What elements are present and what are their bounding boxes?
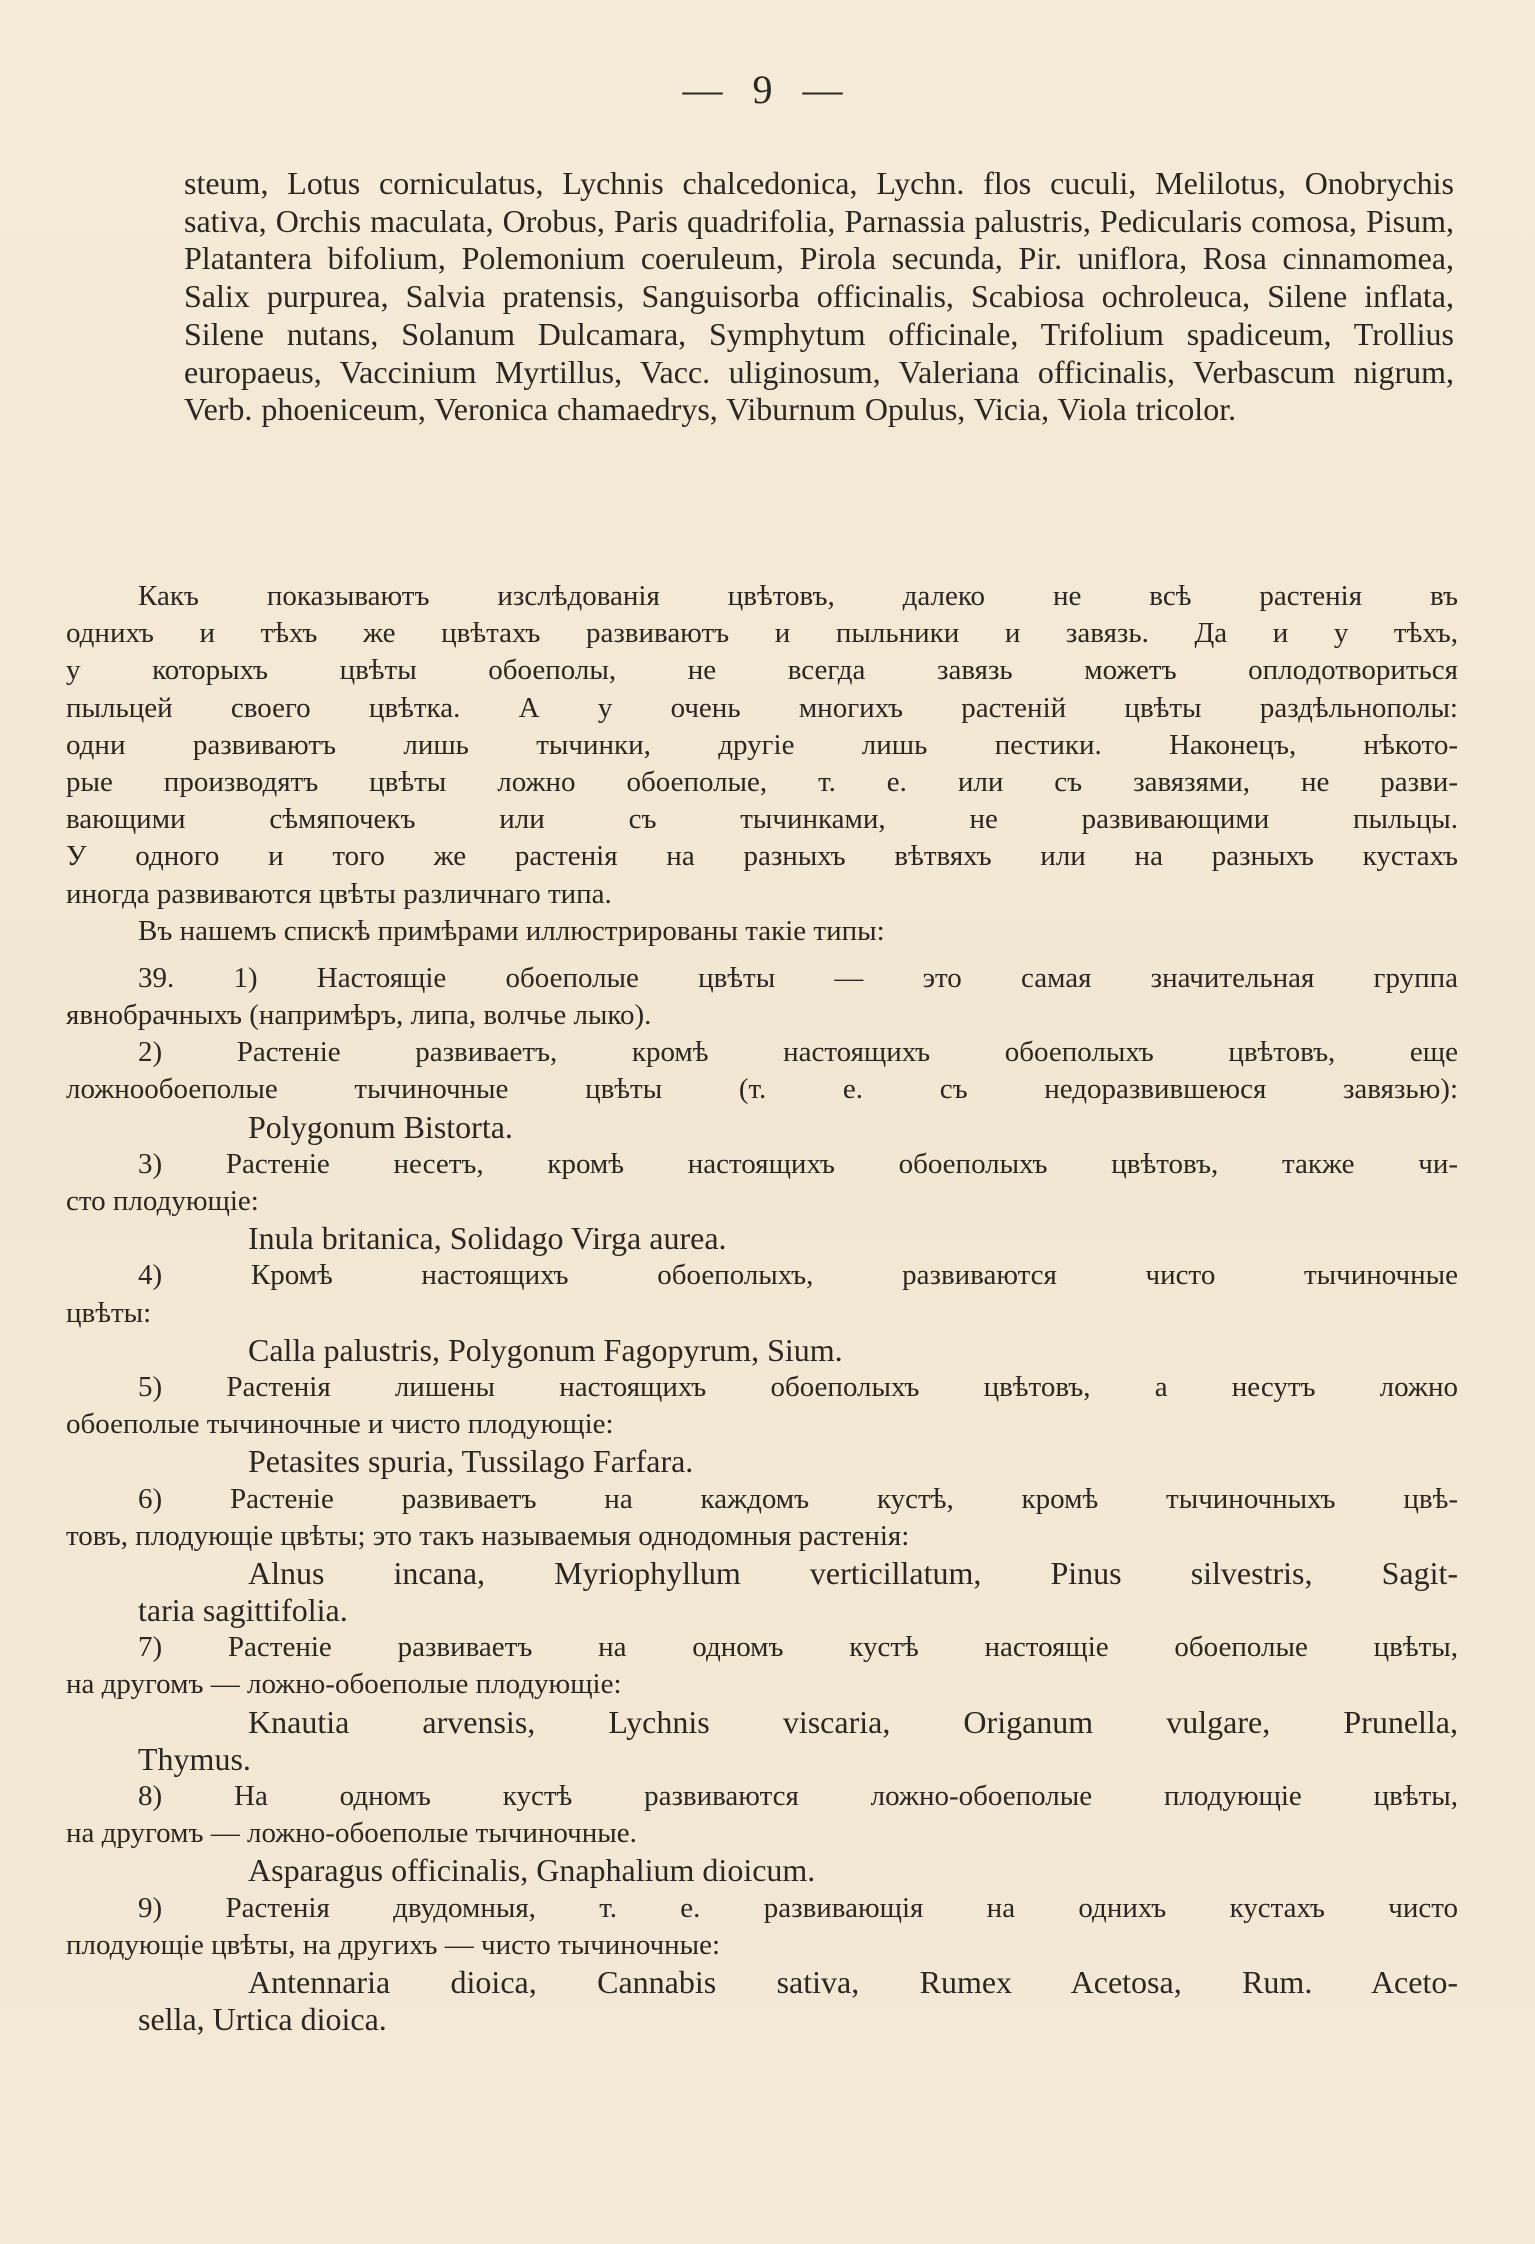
text-line: пыльцей своего цвѣтка. А у очень многихъ растеній цвѣты раздѣльнополы: — [66, 691, 1458, 724]
text-line: плодующіе цвѣты, на другихъ — чисто тычиночные: — [66, 1928, 721, 1961]
text-line: иногда развиваются цвѣты различнаго типа. — [66, 877, 612, 910]
text-line: Alnus incana, Myriophyllum verticillatum, Pinus silvestris, Sagit- — [248, 1554, 1458, 1591]
text-line: 2) Растеніе развиваетъ, кромѣ настоящихъ обоеполыхъ цвѣтовъ, еще — [138, 1036, 1458, 1069]
text-line: У одного и того же растенія на разныхъ вѣтвяхъ или на разныхъ кустахъ — [66, 840, 1458, 873]
text-line: вающими сѣмяпочекъ или съ тычинками, не развивающими пыльцы. — [66, 803, 1458, 836]
text-line: Polygonum Bistorta. — [248, 1108, 513, 1145]
text-line: на другомъ — ложно-обоеполые плодующіе: — [66, 1668, 622, 1701]
text-line: 6) Растеніе развиваетъ на каждомъ кустѣ, кромѣ тычиночныхъ цвѣ- — [138, 1482, 1458, 1515]
text-line: Въ нашемъ спискѣ примѣрами иллюстрированы такіе типы: — [138, 914, 885, 947]
text-line: одни развиваютъ лишь тычинки, другіе лишь пестики. Наконецъ, нѣкото- — [66, 728, 1458, 761]
text-line: Inula britanica, Solidago Virga aurea. — [248, 1220, 727, 1257]
text-line: Petasites spuria, Tussilago Farfara. — [248, 1443, 694, 1480]
text-line: товъ, плодующіе цвѣты; это такъ называемыя однодомныя растенія: — [66, 1519, 910, 1552]
text-line: sella, Urtica dioica. — [138, 2001, 387, 2038]
main-text-block — [66, 578, 1458, 2038]
text-line: Calla palustris, Polygonum Fagopyrum, Sium. — [248, 1331, 843, 1368]
text-line: Asparagus officinalis, Gnaphalium dioicum. — [248, 1852, 816, 1889]
text-line: сто плодующіе: — [66, 1185, 259, 1217]
text-line: явнобрачныхъ (напримѣръ, липа, волчье лыко). — [66, 999, 652, 1032]
text-line: цвѣты: — [66, 1296, 152, 1329]
text-line: Knautia arvensis, Lychnis viscaria, Origanum vulgare, Prunella, — [248, 1703, 1458, 1740]
text-line: 39. 1) Настоящіе обоеполые цвѣты — это самая значительная группа — [138, 961, 1458, 994]
text-line: ложнообоеполые тычиночные цвѣты (т. е. съ недоразвившеюся завязью): — [66, 1073, 1458, 1106]
page-number: — 9 — — [682, 67, 853, 112]
text-line: обоеполые тычиночные и чисто плодующіе: — [66, 1408, 614, 1441]
text-line: на другомъ — ложно-обоеполые тычиночные. — [66, 1817, 637, 1850]
spacer — [66, 950, 1458, 960]
text-line: 8) На одномъ кустѣ развиваются ложно-обоеполые плодующіе цвѣты, — [138, 1780, 1458, 1812]
text-line: однихъ и тѣхъ же цвѣтахъ развиваютъ и пыльники и завязь. Да и у тѣхъ, — [66, 617, 1458, 650]
text-line: у которыхъ цвѣты обоеполы, не всегда завязь можетъ оплодотвориться — [66, 654, 1458, 687]
text-line: 7) Растеніе развиваетъ на одномъ кустѣ настоящіе обоеполые цвѣты, — [138, 1631, 1458, 1664]
text-line: 5) Растенія лишены настоящихъ обоеполыхъ цвѣтовъ, а несутъ ложно — [138, 1370, 1458, 1403]
text-line: 4) Кромѣ настоящихъ обоеполыхъ, развиваются чисто тычиночные — [138, 1259, 1458, 1292]
text-line: 9) Растенія двудомныя, т. е. развивающія на однихъ кустахъ чисто — [138, 1891, 1458, 1924]
text-line: Thymus. — [138, 1740, 251, 1777]
text-line: Antennaria dioica, Cannabis sativa, Rumex Acetosa, Rum. Aceto- — [248, 1963, 1458, 2000]
text-line: taria sagittifolia. — [138, 1592, 348, 1629]
text-line: Какъ показываютъ изслѣдованія цвѣтовъ, далеко не всѣ растенія въ — [138, 580, 1458, 612]
text-line: рые производятъ цвѣты ложно обоеполые, т. е. или съ завязями, не разви- — [66, 765, 1458, 798]
latin-species-paragraph: steum, Lotus corniculatus, Lychnis chalcedonica, Lychn. flos cuculi, Melilotus, Onobrychis sativa, Orchis maculata, Orobus, Paris quadrifolia, Parnassia palustris, Pedicularis comosa, Pisum, Platantera bifolium, Polemonium coeruleum, Pirola secunda, Pir. uniflora, Rosa cinnamomea, Salix purpurea, Salvia pratensis, Sanguisorba officinalis, Scabiosa ochroleuca, Silene inflata, Silene nutans, Solanum Dulcamara, Symphytum officinale, Trifolium spadiceum, Trollius europaeus, Vaccinium Myrtillus, Vacc. uliginosum, Valeriana officinalis, Verbascum nigrum, Verb. phoeniceum, Veronica chamaedrys, Viburnum Opulus, Vicia, Viola tricolor. — [184, 165, 1454, 428]
text-line: 3) Растеніе несетъ, кромѣ настоящихъ обоеполыхъ цвѣтовъ, также чи- — [138, 1147, 1458, 1180]
